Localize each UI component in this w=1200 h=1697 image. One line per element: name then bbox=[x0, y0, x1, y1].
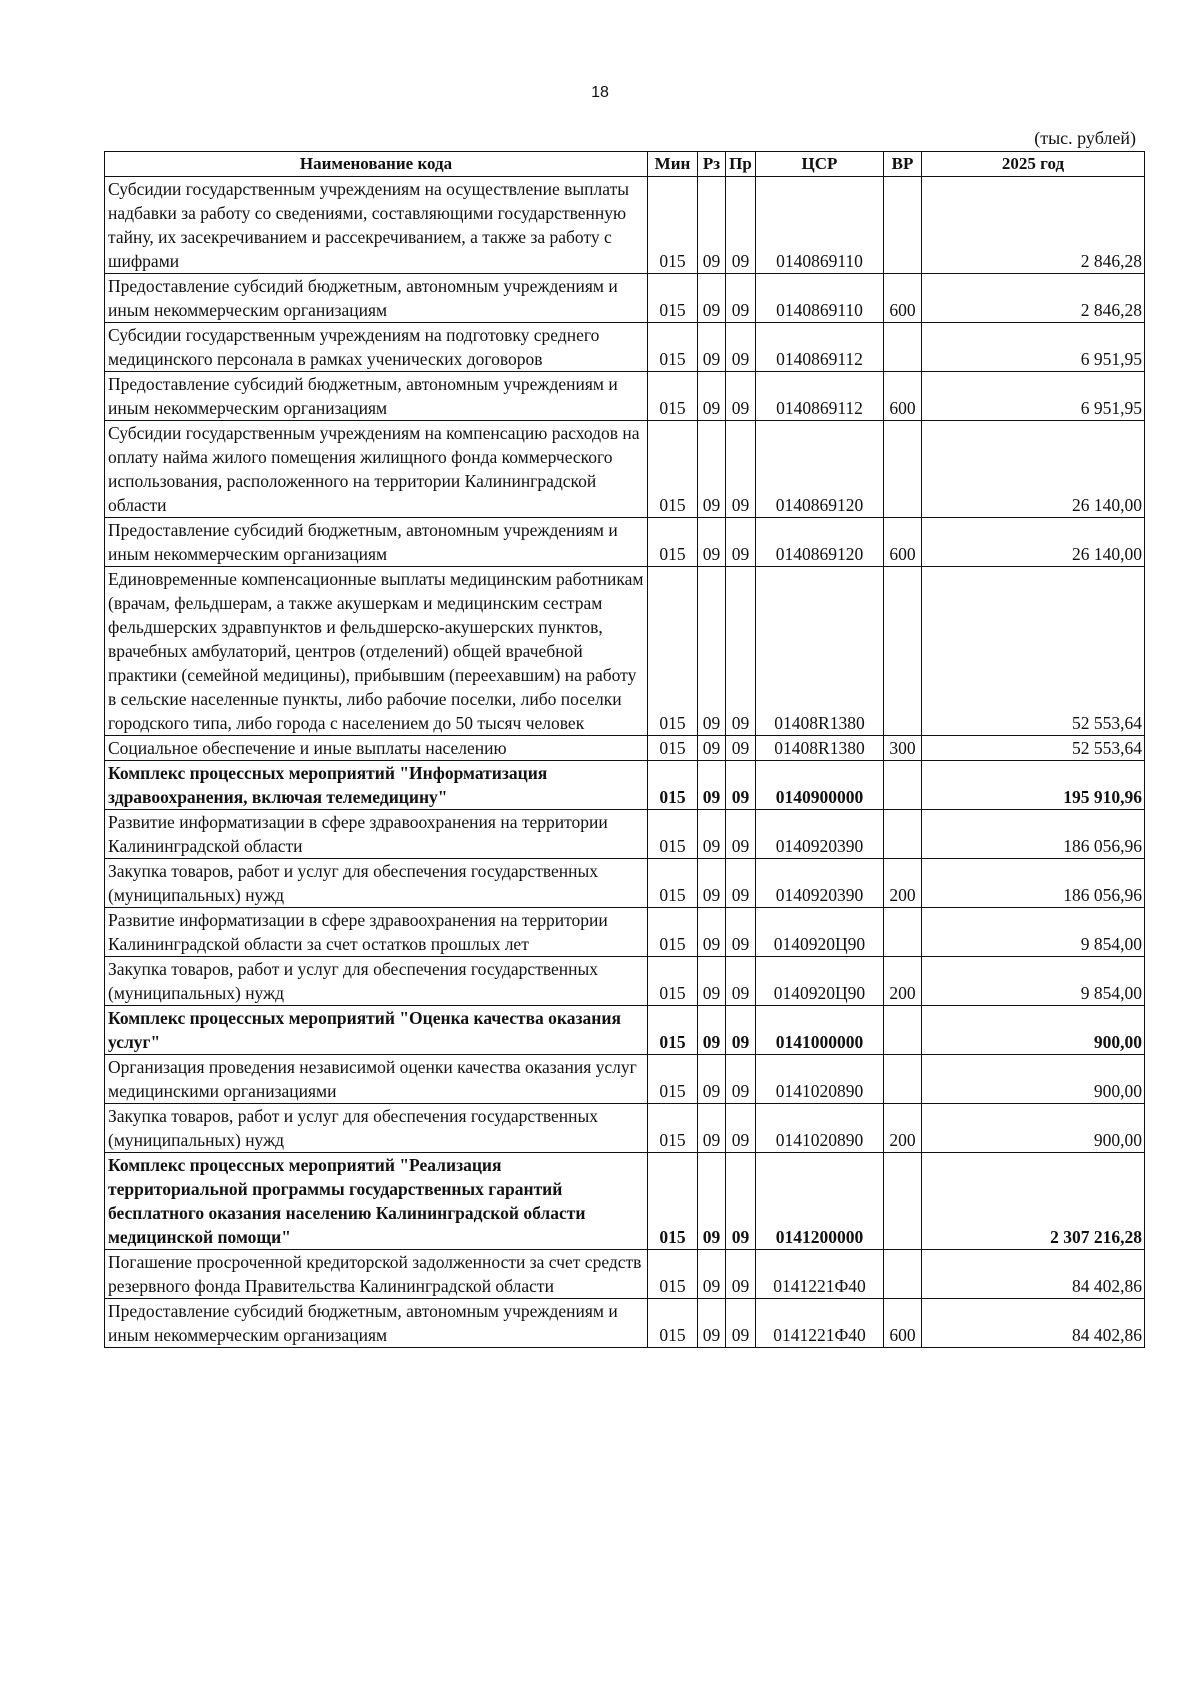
row-rz: 09 bbox=[698, 1153, 726, 1250]
row-pr: 09 bbox=[726, 1055, 756, 1104]
row-rz: 09 bbox=[698, 859, 726, 908]
row-pr: 09 bbox=[726, 323, 756, 372]
row-pr: 09 bbox=[726, 567, 756, 736]
row-vr: 200 bbox=[884, 1104, 922, 1153]
row-csr: 0140869120 bbox=[756, 518, 884, 567]
row-amount: 900,00 bbox=[922, 1055, 1145, 1104]
row-amount: 84 402,86 bbox=[922, 1250, 1145, 1299]
row-name: Комплекс процессных мероприятий "Информатизация здравоохранения, включая телемедицину" bbox=[105, 761, 648, 810]
row-min: 015 bbox=[648, 323, 698, 372]
row-csr: 0140869112 bbox=[756, 372, 884, 421]
page-number: 18 bbox=[591, 84, 609, 101]
row-min: 015 bbox=[648, 859, 698, 908]
row-vr bbox=[884, 1055, 922, 1104]
row-name: Развитие информатизации в сфере здравоохранения на территории Калининградской области bbox=[105, 810, 648, 859]
table-row bbox=[105, 810, 1145, 859]
row-vr bbox=[884, 177, 922, 274]
row-pr: 09 bbox=[726, 1250, 756, 1299]
row-csr: 0141200000 bbox=[756, 1153, 884, 1250]
row-name: Предоставление субсидий бюджетным, автономным учреждениям и иным некоммерческим организациям bbox=[105, 274, 648, 323]
row-min: 015 bbox=[648, 1299, 698, 1348]
row-rz: 09 bbox=[698, 518, 726, 567]
row-min: 015 bbox=[648, 1104, 698, 1153]
row-amount: 6 951,95 bbox=[922, 372, 1145, 421]
row-name: Социальное обеспечение и иные выплаты населению bbox=[105, 736, 648, 761]
row-rz: 09 bbox=[698, 1104, 726, 1153]
row-min: 015 bbox=[648, 1006, 698, 1055]
row-rz: 09 bbox=[698, 421, 726, 518]
row-pr: 09 bbox=[726, 421, 756, 518]
row-vr: 200 bbox=[884, 859, 922, 908]
row-pr: 09 bbox=[726, 1104, 756, 1153]
row-rz: 09 bbox=[698, 761, 726, 810]
row-amount: 9 854,00 bbox=[922, 908, 1145, 957]
row-csr: 0140869120 bbox=[756, 421, 884, 518]
row-pr: 09 bbox=[726, 274, 756, 323]
row-pr: 09 bbox=[726, 177, 756, 274]
row-rz: 09 bbox=[698, 1250, 726, 1299]
row-csr: 0141020890 bbox=[756, 1104, 884, 1153]
row-min: 015 bbox=[648, 421, 698, 518]
table-row bbox=[105, 518, 1145, 567]
row-pr: 09 bbox=[726, 372, 756, 421]
table-row bbox=[105, 323, 1145, 372]
row-rz: 09 bbox=[698, 323, 726, 372]
header-rz: Рз bbox=[698, 152, 726, 177]
row-min: 015 bbox=[648, 518, 698, 567]
row-min: 015 bbox=[648, 761, 698, 810]
row-csr: 0140869112 bbox=[756, 323, 884, 372]
row-rz: 09 bbox=[698, 274, 726, 323]
row-csr: 0140920Ц90 bbox=[756, 908, 884, 957]
header-min: Мин bbox=[648, 152, 698, 177]
row-csr: 0141000000 bbox=[756, 1006, 884, 1055]
row-vr bbox=[884, 1006, 922, 1055]
row-amount: 2 846,28 bbox=[922, 274, 1145, 323]
row-amount: 26 140,00 bbox=[922, 518, 1145, 567]
table-row bbox=[105, 859, 1145, 908]
row-vr bbox=[884, 761, 922, 810]
header-name: Наименование кода bbox=[105, 152, 648, 177]
header-year: 2025 год bbox=[922, 152, 1145, 177]
table-row bbox=[105, 957, 1145, 1006]
row-csr: 0141020890 bbox=[756, 1055, 884, 1104]
row-amount: 2 307 216,28 bbox=[922, 1153, 1145, 1250]
row-name: Комплекс процессных мероприятий "Оценка качества оказания услуг" bbox=[105, 1006, 648, 1055]
row-pr: 09 bbox=[726, 957, 756, 1006]
budget-table bbox=[104, 151, 1145, 1348]
row-amount: 9 854,00 bbox=[922, 957, 1145, 1006]
row-rz: 09 bbox=[698, 1299, 726, 1348]
row-pr: 09 bbox=[726, 908, 756, 957]
table-row bbox=[105, 1250, 1145, 1299]
row-csr: 0140869110 bbox=[756, 274, 884, 323]
row-rz: 09 bbox=[698, 567, 726, 736]
row-vr: 600 bbox=[884, 1299, 922, 1348]
row-pr: 09 bbox=[726, 1153, 756, 1250]
table-row bbox=[105, 1104, 1145, 1153]
row-vr bbox=[884, 567, 922, 736]
table-row bbox=[105, 421, 1145, 518]
row-vr bbox=[884, 1153, 922, 1250]
row-min: 015 bbox=[648, 177, 698, 274]
row-csr: 0141221Ф40 bbox=[756, 1250, 884, 1299]
header-vr: ВР bbox=[884, 152, 922, 177]
row-name: Закупка товаров, работ и услуг для обеспечения государственных (муниципальных) нужд bbox=[105, 1104, 648, 1153]
row-csr: 0140920390 bbox=[756, 810, 884, 859]
row-vr: 600 bbox=[884, 372, 922, 421]
row-name: Комплекс процессных мероприятий "Реализация территориальной программы государственных гарантий бесплатного оказания населению Калининградской области медицинской помощи" bbox=[105, 1153, 648, 1250]
row-name: Организация проведения независимой оценки качества оказания услуг медицинскими организациями bbox=[105, 1055, 648, 1104]
row-amount: 6 951,95 bbox=[922, 323, 1145, 372]
row-min: 015 bbox=[648, 810, 698, 859]
table-row bbox=[105, 372, 1145, 421]
row-vr: 300 bbox=[884, 736, 922, 761]
row-min: 015 bbox=[648, 567, 698, 736]
table-row bbox=[105, 274, 1145, 323]
table-row bbox=[105, 1006, 1145, 1055]
row-csr: 0140900000 bbox=[756, 761, 884, 810]
row-csr: 01408R1380 bbox=[756, 736, 884, 761]
row-name: Закупка товаров, работ и услуг для обеспечения государственных (муниципальных) нужд bbox=[105, 859, 648, 908]
row-amount: 52 553,64 bbox=[922, 736, 1145, 761]
table-row bbox=[105, 761, 1145, 810]
row-pr: 09 bbox=[726, 736, 756, 761]
row-rz: 09 bbox=[698, 1006, 726, 1055]
row-min: 015 bbox=[648, 1250, 698, 1299]
row-name: Предоставление субсидий бюджетным, автономным учреждениям и иным некоммерческим организациям bbox=[105, 372, 648, 421]
row-csr: 0140869110 bbox=[756, 177, 884, 274]
row-rz: 09 bbox=[698, 177, 726, 274]
row-vr: 200 bbox=[884, 957, 922, 1006]
row-vr: 600 bbox=[884, 274, 922, 323]
row-pr: 09 bbox=[726, 1006, 756, 1055]
row-rz: 09 bbox=[698, 957, 726, 1006]
row-min: 015 bbox=[648, 1055, 698, 1104]
table-row bbox=[105, 908, 1145, 957]
row-csr: 01408R1380 bbox=[756, 567, 884, 736]
row-vr bbox=[884, 810, 922, 859]
row-name: Предоставление субсидий бюджетным, автономным учреждениям и иным некоммерческим организациям bbox=[105, 1299, 648, 1348]
row-amount: 900,00 bbox=[922, 1104, 1145, 1153]
row-rz: 09 bbox=[698, 810, 726, 859]
row-min: 015 bbox=[648, 372, 698, 421]
row-amount: 26 140,00 bbox=[922, 421, 1145, 518]
row-amount: 52 553,64 bbox=[922, 567, 1145, 736]
row-vr bbox=[884, 421, 922, 518]
row-amount: 186 056,96 bbox=[922, 859, 1145, 908]
row-name: Развитие информатизации в сфере здравоохранения на территории Калининградской области за счет остатков прошлых лет bbox=[105, 908, 648, 957]
row-amount: 195 910,96 bbox=[922, 761, 1145, 810]
row-min: 015 bbox=[648, 274, 698, 323]
row-min: 015 bbox=[648, 1153, 698, 1250]
row-rz: 09 bbox=[698, 908, 726, 957]
header-row bbox=[105, 152, 1145, 177]
row-name: Субсидии государственным учреждениям на осуществление выплаты надбавки за работу со сведениями, составляющими государственную тайну, их засекречиванием и рассекречиванием, а также за работу с шифрами bbox=[105, 177, 648, 274]
row-vr: 600 bbox=[884, 518, 922, 567]
row-vr bbox=[884, 323, 922, 372]
row-csr: 0140920390 bbox=[756, 859, 884, 908]
row-rz: 09 bbox=[698, 1055, 726, 1104]
row-name: Закупка товаров, работ и услуг для обеспечения государственных (муниципальных) нужд bbox=[105, 957, 648, 1006]
row-amount: 84 402,86 bbox=[922, 1299, 1145, 1348]
row-name: Погашение просроченной кредиторской задолженности за счет средств резервного фонда Правительства Калининградской области bbox=[105, 1250, 648, 1299]
table-row bbox=[105, 177, 1145, 274]
row-rz: 09 bbox=[698, 736, 726, 761]
row-csr: 0140920Ц90 bbox=[756, 957, 884, 1006]
row-rz: 09 bbox=[698, 372, 726, 421]
row-pr: 09 bbox=[726, 761, 756, 810]
row-amount: 2 846,28 bbox=[922, 177, 1145, 274]
row-pr: 09 bbox=[726, 518, 756, 567]
table-row bbox=[105, 1055, 1145, 1104]
row-amount: 186 056,96 bbox=[922, 810, 1145, 859]
row-vr bbox=[884, 1250, 922, 1299]
row-vr bbox=[884, 908, 922, 957]
row-csr: 0141221Ф40 bbox=[756, 1299, 884, 1348]
row-name: Субсидии государственным учреждениям на компенсацию расходов на оплату найма жилого помещения жилищного фонда коммерческого использования, расположенного на территории Калининградской области bbox=[105, 421, 648, 518]
header-csr: ЦСР bbox=[756, 152, 884, 177]
table-row bbox=[105, 736, 1145, 761]
table-row bbox=[105, 567, 1145, 736]
row-name: Субсидии государственным учреждениям на подготовку среднего медицинского персонала в рамках ученических договоров bbox=[105, 323, 648, 372]
row-pr: 09 bbox=[726, 859, 756, 908]
units-label: (тыс. рублей) bbox=[1034, 128, 1136, 148]
row-name: Предоставление субсидий бюджетным, автономным учреждениям и иным некоммерческим организациям bbox=[105, 518, 648, 567]
table-row bbox=[105, 1153, 1145, 1250]
row-name: Единовременные компенсационные выплаты медицинским работникам (врачам, фельдшерам, а также акушеркам и медицинским сестрам фельдшерских здравпунктов и фельдшерско-акушерских пунктов, врачебных амбулаторий, центров (отделений) общей врачебной практики (семейной медицины), прибывшим (переехавшим) на работу в сельские населенные пункты, либо рабочие поселки, либо поселки городского типа, либо города с населением до 50 тысяч человек bbox=[105, 567, 648, 736]
row-min: 015 bbox=[648, 957, 698, 1006]
row-pr: 09 bbox=[726, 810, 756, 859]
table-row bbox=[105, 1299, 1145, 1348]
row-pr: 09 bbox=[726, 1299, 756, 1348]
header-pr: Пр bbox=[726, 152, 756, 177]
row-min: 015 bbox=[648, 736, 698, 761]
row-amount: 900,00 bbox=[922, 1006, 1145, 1055]
row-min: 015 bbox=[648, 908, 698, 957]
